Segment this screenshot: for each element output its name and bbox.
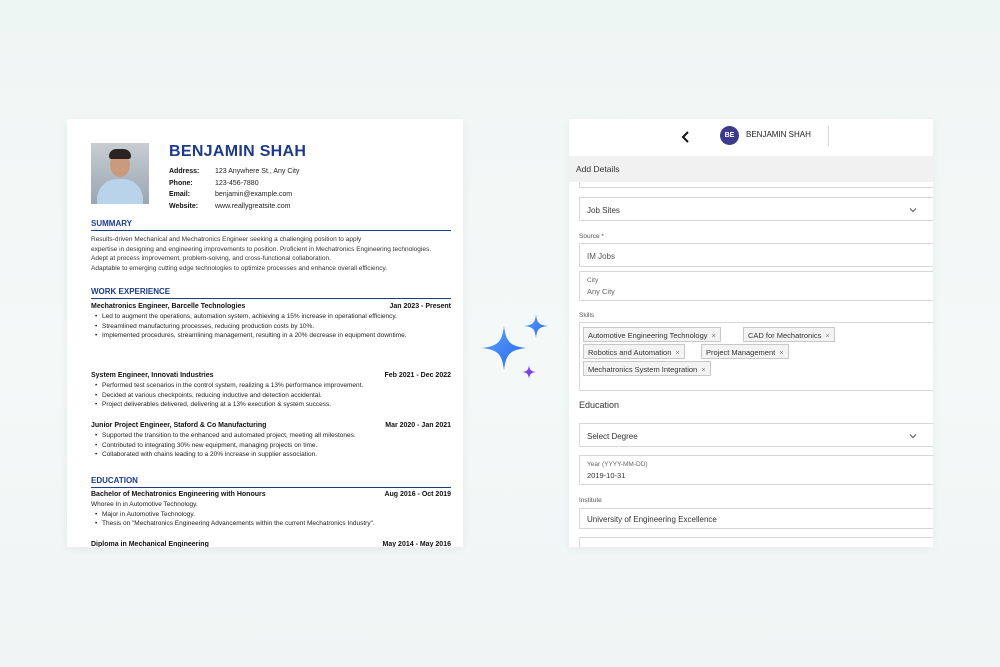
degree-bullet: • Thesis on "Mechatronics Engineering Advancements within the current Mechatronics Industry". bbox=[91, 519, 451, 529]
candidate-form-panel bbox=[569, 119, 933, 547]
city-label: City bbox=[587, 277, 599, 284]
chevron-down-icon bbox=[909, 206, 917, 214]
job-bullet: • Contributed to integrating 30% new equipment, managing projects on time. bbox=[91, 441, 451, 451]
summary-text bbox=[91, 235, 451, 273]
city-input[interactable] bbox=[579, 271, 933, 301]
job-bullet: • Led to augment the operations, automation system, achieving a 15% increase in operational efficiency. bbox=[91, 312, 451, 322]
institute-value: University of Engineering Excellence bbox=[587, 515, 717, 524]
remove-skill-icon[interactable]: × bbox=[779, 348, 784, 357]
job-entry bbox=[91, 372, 451, 410]
skill-chip-label: Mechatronics System Integration bbox=[588, 365, 698, 374]
job-sites-value: Job Sites bbox=[587, 206, 620, 215]
website-label: Website: bbox=[169, 202, 199, 210]
add-details-header: Add Details bbox=[569, 156, 933, 182]
skill-chip-label: CAD for Mechatronics bbox=[748, 331, 822, 340]
degree-name: Bachelor of Mechatronics Engineering with Honours bbox=[91, 491, 266, 498]
degree-bullet: • Major in Automotive Technology. bbox=[91, 510, 451, 520]
chevron-down-icon bbox=[909, 432, 917, 440]
job-sites-select[interactable] bbox=[579, 197, 933, 221]
job-bullet: • Implemented procedures, streamlining management, resulting in a 20% decrease in equipment downtime. bbox=[91, 331, 451, 341]
remove-skill-icon[interactable]: × bbox=[701, 365, 706, 374]
resume-preview bbox=[67, 119, 463, 547]
education-entry bbox=[91, 541, 451, 547]
job-bullet: • Collaborated with chains leading to a 20% increase in supplier association. bbox=[91, 450, 451, 460]
job-bullet: • Streamlined manufacturing processes, reducing production costs by 10%. bbox=[91, 322, 451, 332]
degree-dates: Aug 2016 - Oct 2019 bbox=[384, 491, 451, 498]
job-bullet: • Performed test scenarios in the control system, realizing a 13% performance improvement. bbox=[91, 381, 451, 391]
job-entry bbox=[91, 303, 451, 341]
phone-label: Phone: bbox=[169, 179, 193, 187]
job-dates: Feb 2021 - Dec 2022 bbox=[384, 372, 451, 379]
job-role: Mechatronics Engineer, Barcelle Technologies bbox=[91, 303, 246, 310]
institute-label: Institute bbox=[579, 497, 602, 504]
summary-line: Adept at process improvement, problem-solving, and cross-functional collaboration. bbox=[91, 255, 331, 263]
degree-select-value: Select Degree bbox=[587, 432, 638, 441]
education-entry bbox=[91, 491, 451, 529]
summary-heading: SUMMARY bbox=[91, 219, 451, 231]
job-bullet: • Decided at various checkpoints, reducing inductive and detection accidental. bbox=[91, 391, 451, 401]
avatar[interactable]: BE bbox=[720, 126, 739, 145]
skill-chip-label: Robotics and Automation bbox=[588, 348, 672, 357]
remove-skill-icon[interactable]: × bbox=[675, 348, 680, 357]
summary-line: Adaptable to emerging cutting edge technologies to optimize processes and enhance overall efficiency. bbox=[91, 264, 388, 272]
skill-chip[interactable] bbox=[701, 344, 789, 359]
back-arrow-icon[interactable] bbox=[680, 131, 692, 143]
website-value: www.reallygreatsite.com bbox=[215, 202, 291, 210]
resume-name: BENJAMIN SHAH bbox=[169, 143, 307, 160]
skills-label: Skills bbox=[579, 312, 595, 319]
phone-value: 123-456-7880 bbox=[215, 179, 259, 187]
degree-sub: Whoree In in Automotive Technology. bbox=[91, 501, 198, 508]
skills-input[interactable] bbox=[579, 322, 933, 391]
education-heading: EDUCATION bbox=[91, 476, 451, 488]
address-label: Address: bbox=[169, 168, 200, 175]
skill-chip[interactable] bbox=[583, 327, 721, 342]
email-label: Email: bbox=[169, 191, 191, 198]
work-experience-heading: WORK EXPERIENCE bbox=[91, 287, 451, 299]
previous-field-edge bbox=[579, 182, 933, 188]
job-entry bbox=[91, 422, 451, 460]
year-label: Year (YYYY-MM-DD) bbox=[587, 461, 648, 468]
ai-sparkle-icon bbox=[476, 310, 556, 386]
year-value: 2019-10-31 bbox=[587, 471, 626, 480]
skill-chip[interactable] bbox=[583, 361, 711, 376]
summary-line: expertise in designing and engineering improvements to position. Proficient in Mechatronics Engineering technologies. bbox=[91, 245, 432, 253]
email-value: benjamin@example.com bbox=[215, 191, 293, 198]
job-bullet: • Supported the transition to the enhanced and automated project, meeting all milestones. bbox=[91, 431, 451, 441]
degree-select[interactable] bbox=[579, 423, 933, 447]
job-role: Junior Project Engineer, Staford & Co Manufacturing bbox=[91, 422, 267, 429]
education-section-heading: Education bbox=[579, 400, 620, 410]
divider bbox=[828, 126, 829, 146]
skill-chip[interactable] bbox=[743, 327, 835, 342]
contact-block bbox=[169, 166, 299, 212]
job-bullet: • Project deliverables delivered, delivering at a 13% execution & system success. bbox=[91, 400, 451, 410]
degree-name: Diploma in Mechanical Engineering bbox=[91, 541, 209, 547]
skill-chip-label: Automotive Engineering Technology bbox=[588, 331, 708, 340]
skill-chip[interactable] bbox=[583, 344, 685, 359]
job-dates: Mar 2020 - Jan 2021 bbox=[385, 422, 451, 429]
summary-line: Results-driven Mechanical and Mechatronics Engineer seeking a challenging position to apply bbox=[91, 236, 362, 243]
job-role: System Engineer, Innovati Industries bbox=[91, 372, 214, 379]
source-input[interactable] bbox=[579, 243, 933, 267]
remove-skill-icon[interactable]: × bbox=[711, 331, 716, 340]
profile-photo bbox=[91, 143, 149, 204]
user-name: BENJAMIN SHAH bbox=[746, 130, 811, 139]
remove-skill-icon[interactable]: × bbox=[825, 331, 830, 340]
address-value: 123 Anywhere St., Any City bbox=[215, 168, 300, 175]
city-placeholder: Any City bbox=[587, 287, 615, 296]
year-input[interactable] bbox=[579, 455, 933, 485]
degree-dates: May 2014 - May 2016 bbox=[382, 541, 451, 547]
skill-chip-label: Project Management bbox=[706, 348, 776, 357]
source-label: Source * bbox=[579, 233, 604, 240]
form-topbar bbox=[569, 119, 933, 155]
institute-input[interactable] bbox=[579, 508, 933, 529]
next-field-edge[interactable] bbox=[579, 537, 933, 547]
job-dates: Jan 2023 - Present bbox=[389, 303, 451, 310]
source-value: IM Jobs bbox=[587, 252, 616, 261]
